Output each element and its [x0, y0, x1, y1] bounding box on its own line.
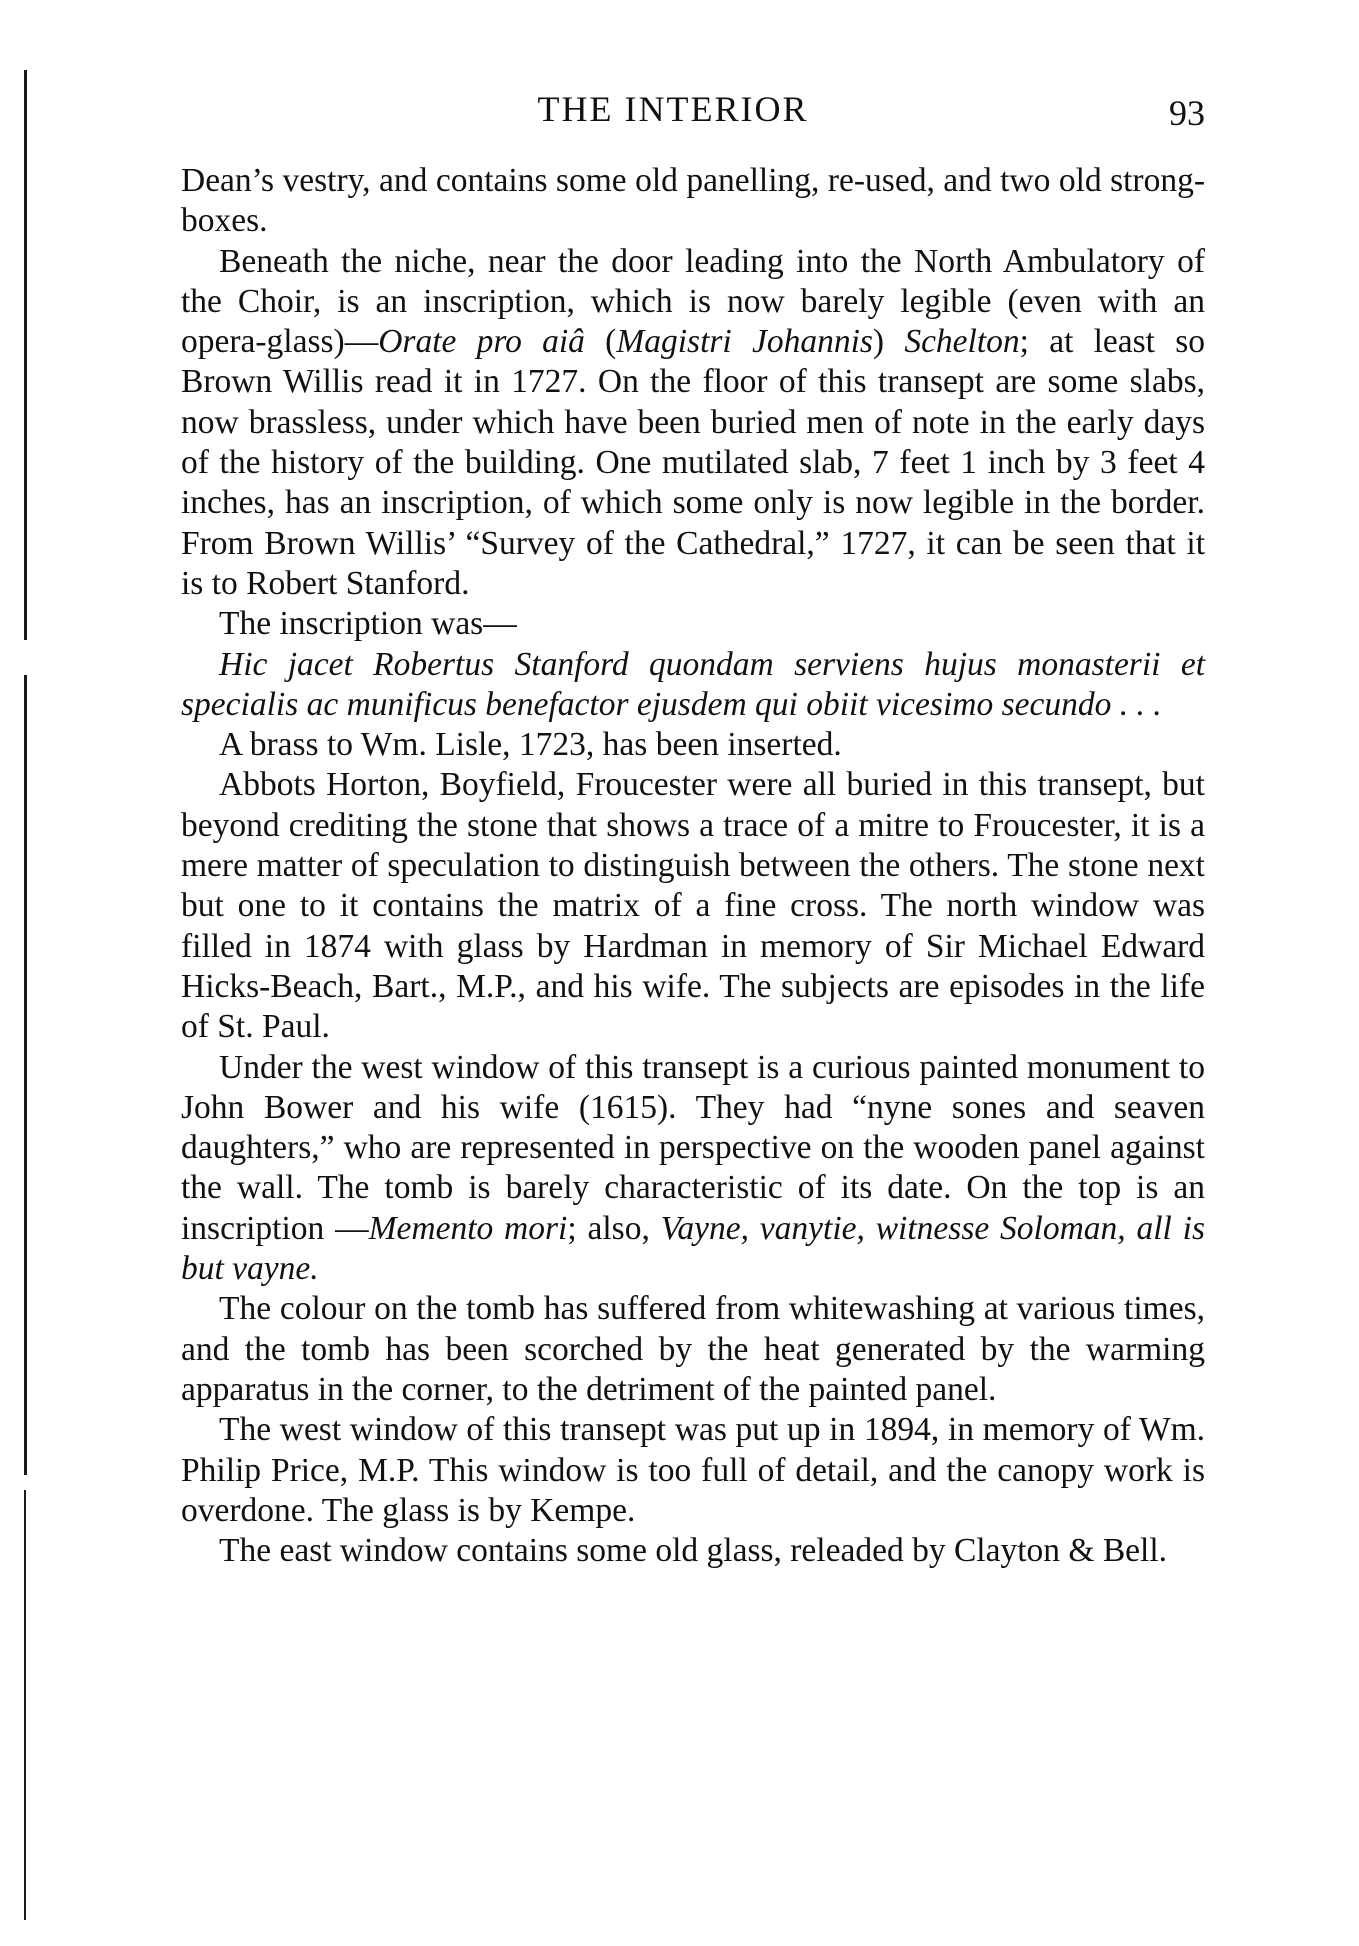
text-run: ) — [872, 323, 905, 361]
text-run: The inscription was— — [219, 605, 517, 643]
book-page — [181, 88, 1205, 1571]
text-run: Abbots Horton, Boyfield, Froucester were all buried in this transept, but beyond crediting the stone that shows a trace of a mitre to Froucester, it is a mere matter of speculation to distinguish between the others. The stone next but one to it contains the matrix of a fine cross. The north window was filled in 1874 with glass by Hardman in memory of Sir Michael Edward Hicks-Beach, Bart., M.P., and his wife. The subjects are episodes in the life of St. Paul. — [181, 766, 1205, 1046]
text-run: Under the west window of this transept is a curious painted monument to John Bower and his wife (1615). They had “nyne sones and seaven daughters,” who are represented in perspective on the wooden panel against the wall. The tomb is barely characteristic of its date. On the top is an inscription — — [181, 1048, 1205, 1247]
italic-text: Hic jacet Robertus Stanford quondam serviens hujus monasterii et specialis ac munificus benefactor ejusdem qui obiit vicesimo secundo . . . — [181, 645, 1205, 723]
text-run: Beneath the niche, near the door leading into the North Ambulatory of the Choir, is an inscription, which is now barely legible (even with an opera-glass)— — [181, 242, 1205, 361]
text-run: The east window contains some old glass, releaded by Clayton & Bell. — [219, 1532, 1168, 1570]
italic-text: Magistri Johannis — [616, 323, 873, 361]
paragraph — [181, 1289, 1205, 1410]
text-run: The west window of this transept was put up in 1894, in memory of Wm. Philip Price, M.P. This window is too full of detail, and the canopy work is overdone. The glass is by Kempe. — [181, 1411, 1205, 1529]
running-title: THE INTERIOR — [537, 89, 809, 129]
latin-inscription — [181, 645, 1205, 726]
paragraph — [181, 604, 1205, 644]
body-text — [181, 161, 1205, 1571]
text-run: The colour on the tomb has suffered from whitewashing at various times, and the tomb has been scorched by the heat generated by the warming apparatus in the corner, to the detriment of the painted panel. — [181, 1290, 1205, 1408]
text-run: ; at least so Brown Willis read it in 1727. On the floor of this transept are some slabs, now brassless, under which have been buried men of note in the early days of the history of the building. One mutilated slab, 7 feet 1 inch by 3 feet 4 inches, has an inscription, of which some only is now legible in the border. From Brown Willis’ “Survey of the Cathedral,” 1727, it can be seen that it is to Robert Stanford. — [181, 323, 1206, 602]
paragraph — [181, 161, 1205, 242]
paragraph — [181, 1531, 1205, 1571]
scan-binding-edge — [24, 10, 27, 1930]
paragraph — [181, 242, 1205, 605]
paragraph — [181, 1048, 1205, 1290]
italic-text: Vayne, vanytie, witnesse Soloman, all is but vayne. — [181, 1209, 1205, 1288]
italic-text: Schelton — [904, 323, 1020, 361]
paragraph — [181, 725, 1205, 765]
text-run: ; also, — [567, 1209, 661, 1247]
text-run: A brass to Wm. Lisle, 1723, has been inserted. — [219, 726, 842, 764]
text-run: Dean’s vestry, and contains some old panelling, re-used, and two old strong-boxes. — [181, 162, 1205, 240]
page-number: 93 — [1169, 93, 1205, 133]
italic-text: Memento mori — [368, 1209, 568, 1247]
paragraph — [181, 1410, 1205, 1531]
running-head — [181, 88, 1205, 138]
text-run: ( — [584, 323, 617, 361]
paragraph — [181, 765, 1205, 1047]
italic-text: Orate pro aiâ — [378, 323, 585, 361]
